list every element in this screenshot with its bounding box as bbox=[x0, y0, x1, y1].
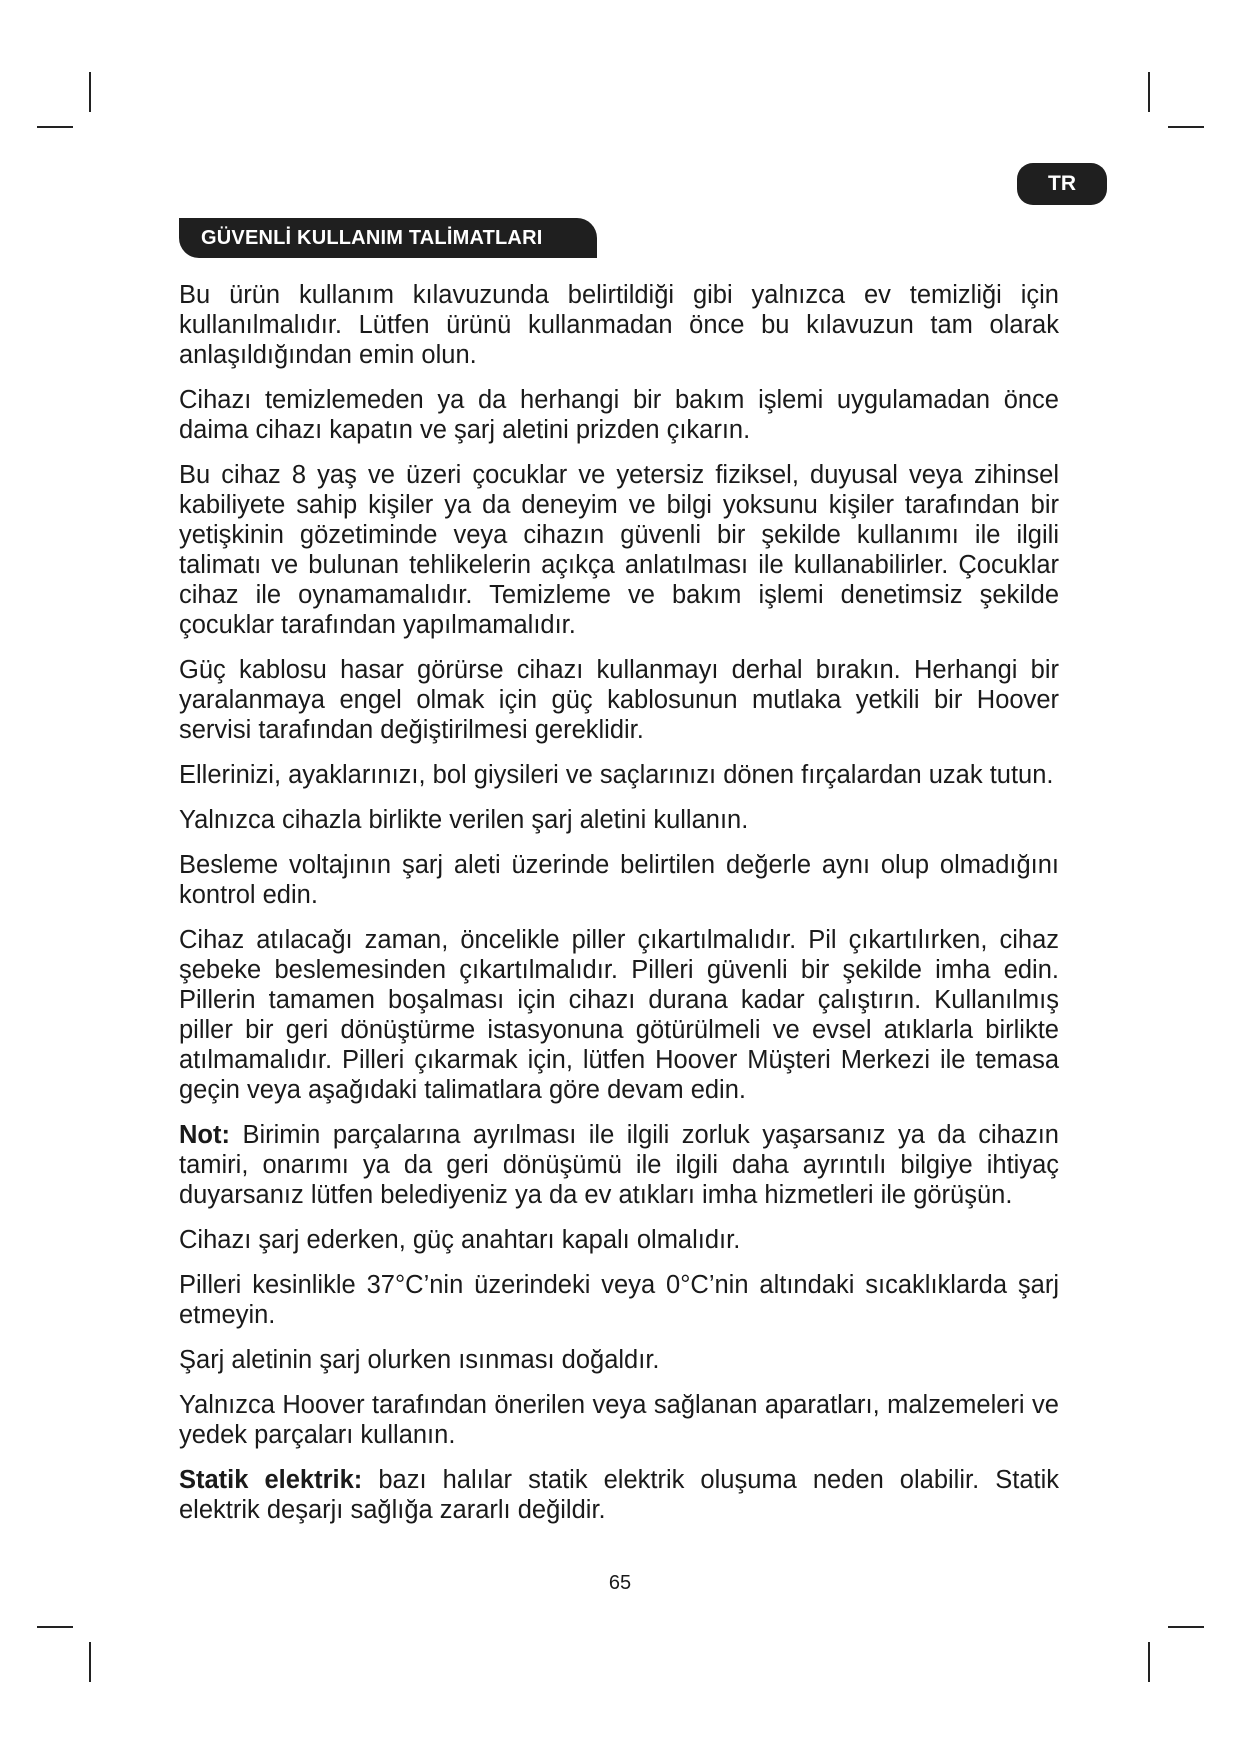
note-label: Not: bbox=[179, 1121, 230, 1149]
paragraph-charger-warm: Şarj aletinin şarj olurken ısınması doğaldır. bbox=[179, 1346, 660, 1374]
page-number: 65 bbox=[608, 1572, 632, 1594]
paragraph-note bbox=[179, 1120, 1059, 1210]
paragraph-charging-temperature: Pilleri kesinlikle 37°C’nin üzerindeki veya 0°C’nin altındaki sıcaklıklarda şarj etmeyin. bbox=[179, 1271, 1059, 1329]
paragraph-approved-accessories: Yalnızca Hoover tarafından önerilen veya sağlanan aparatları, malzemeleri ve yedek parçaları kullanın. bbox=[179, 1391, 1059, 1449]
paragraph-cleaning-maintenance: Cihazı temizlemeden ya da herhangi bir bakım işlemi uygulamadan önce daima cihazı kapatın ve şarj aletini prizden çıkarın. bbox=[179, 386, 1059, 444]
paragraph-intended-use: Bu ürün kullanım kılavuzunda belirtildiği gibi yalnızca ev temizliği için kullanılmalıdır. Lütfen ürünü kullanmadan önce bu kılavuzun tam olarak anlaşıldığından emin olun. bbox=[179, 281, 1059, 369]
paragraph-supply-voltage: Besleme voltajının şarj aleti üzerinde belirtilen değerle aynı olup olmadığını kontrol edin. bbox=[179, 851, 1059, 909]
static-text: bazı halılar statik elektrik oluşuma neden olabilir. Statik elektrik deşarjı sağlığa zararlı değildir. bbox=[179, 1466, 1059, 1524]
language-badge: TR bbox=[1017, 163, 1107, 205]
crop-mark-top-left-horizontal bbox=[37, 126, 73, 128]
static-label: Statik elektrik: bbox=[179, 1466, 363, 1494]
crop-mark-bottom-left-vertical bbox=[89, 1642, 91, 1682]
crop-mark-bottom-right-vertical bbox=[1148, 1642, 1150, 1682]
crop-mark-bottom-right-horizontal bbox=[1168, 1626, 1204, 1628]
section-title: GÜVENLİ KULLANIM TALİMATLARI bbox=[179, 218, 597, 258]
note-text: Birimin parçalarına ayrılması ile ilgili zorluk yaşarsanız ya da cihazın tamiri, onarımı ya da geri dönüşümü ile ilgili daha ayrıntılı bilgiye ihtiyaç duyarsanız lütfen belediyeniz ya da ev atıkları imha hizmetleri ile görüşün. bbox=[179, 1121, 1059, 1209]
paragraph-rotating-brushes: Ellerinizi, ayaklarınızı, bol giysileri ve saçlarınızı dönen fırçalardan uzak tutun. bbox=[179, 761, 1054, 789]
paragraph-children-supervision: Bu cihaz 8 yaş ve üzeri çocuklar ve yetersiz fiziksel, duyusal veya zihinsel kabiliyete sahip kişiler ya da deneyim ve bilgi yoksunu kişiler tarafından bir yetişkinin gözetiminde veya cihazın güvenli bir şekilde kullanımı ile ilgili talimatı ve bulunan tehlikelerin açıkça anlatılması ile kullanabilirler. Çocuklar cihaz ile oynamamalıdır. Temizleme ve bakım işlemi denetimsiz şekilde çocuklar tarafından yapılmamalıdır. bbox=[179, 461, 1059, 639]
paragraph-supplied-charger: Yalnızca cihazla birlikte verilen şarj aletini kullanın. bbox=[179, 806, 749, 834]
paragraph-power-cord: Güç kablosu hasar görürse cihazı kullanmayı derhal bırakın. Herhangi bir yaralanmaya engel olmak için güç kablosunun mutlaka yetkili bir Hoover servisi tarafından değiştirilmesi gereklidir. bbox=[179, 656, 1059, 744]
crop-mark-top-right-vertical bbox=[1148, 72, 1150, 112]
paragraph-static-electricity bbox=[179, 1465, 1059, 1525]
crop-mark-top-left-vertical bbox=[89, 72, 91, 112]
crop-mark-bottom-left-horizontal bbox=[37, 1626, 73, 1628]
paragraph-power-switch-off: Cihazı şarj ederken, güç anahtarı kapalı olmalıdır. bbox=[179, 1226, 741, 1254]
crop-mark-top-right-horizontal bbox=[1168, 126, 1204, 128]
safety-instructions-body bbox=[179, 280, 1059, 1540]
paragraph-battery-disposal: Cihaz atılacağı zaman, öncelikle piller çıkartılmalıdır. Pil çıkartılırken, cihaz şebeke beslemesinden çıkartılmalıdır. Pilleri güvenli bir şekilde imha edin. Pillerin tamamen boşalması için cihazı durana kadar çalıştırın. Kullanılmış piller bir geri dönüştürme istasyonuna götürülmeli ve evsel atıklarla birlikte atılmamalıdır. Pilleri çıkarmak için, lütfen Hoover Müşteri Merkezi ile temasa geçin veya aşağıdaki talimatlara göre devam edin. bbox=[179, 926, 1059, 1104]
